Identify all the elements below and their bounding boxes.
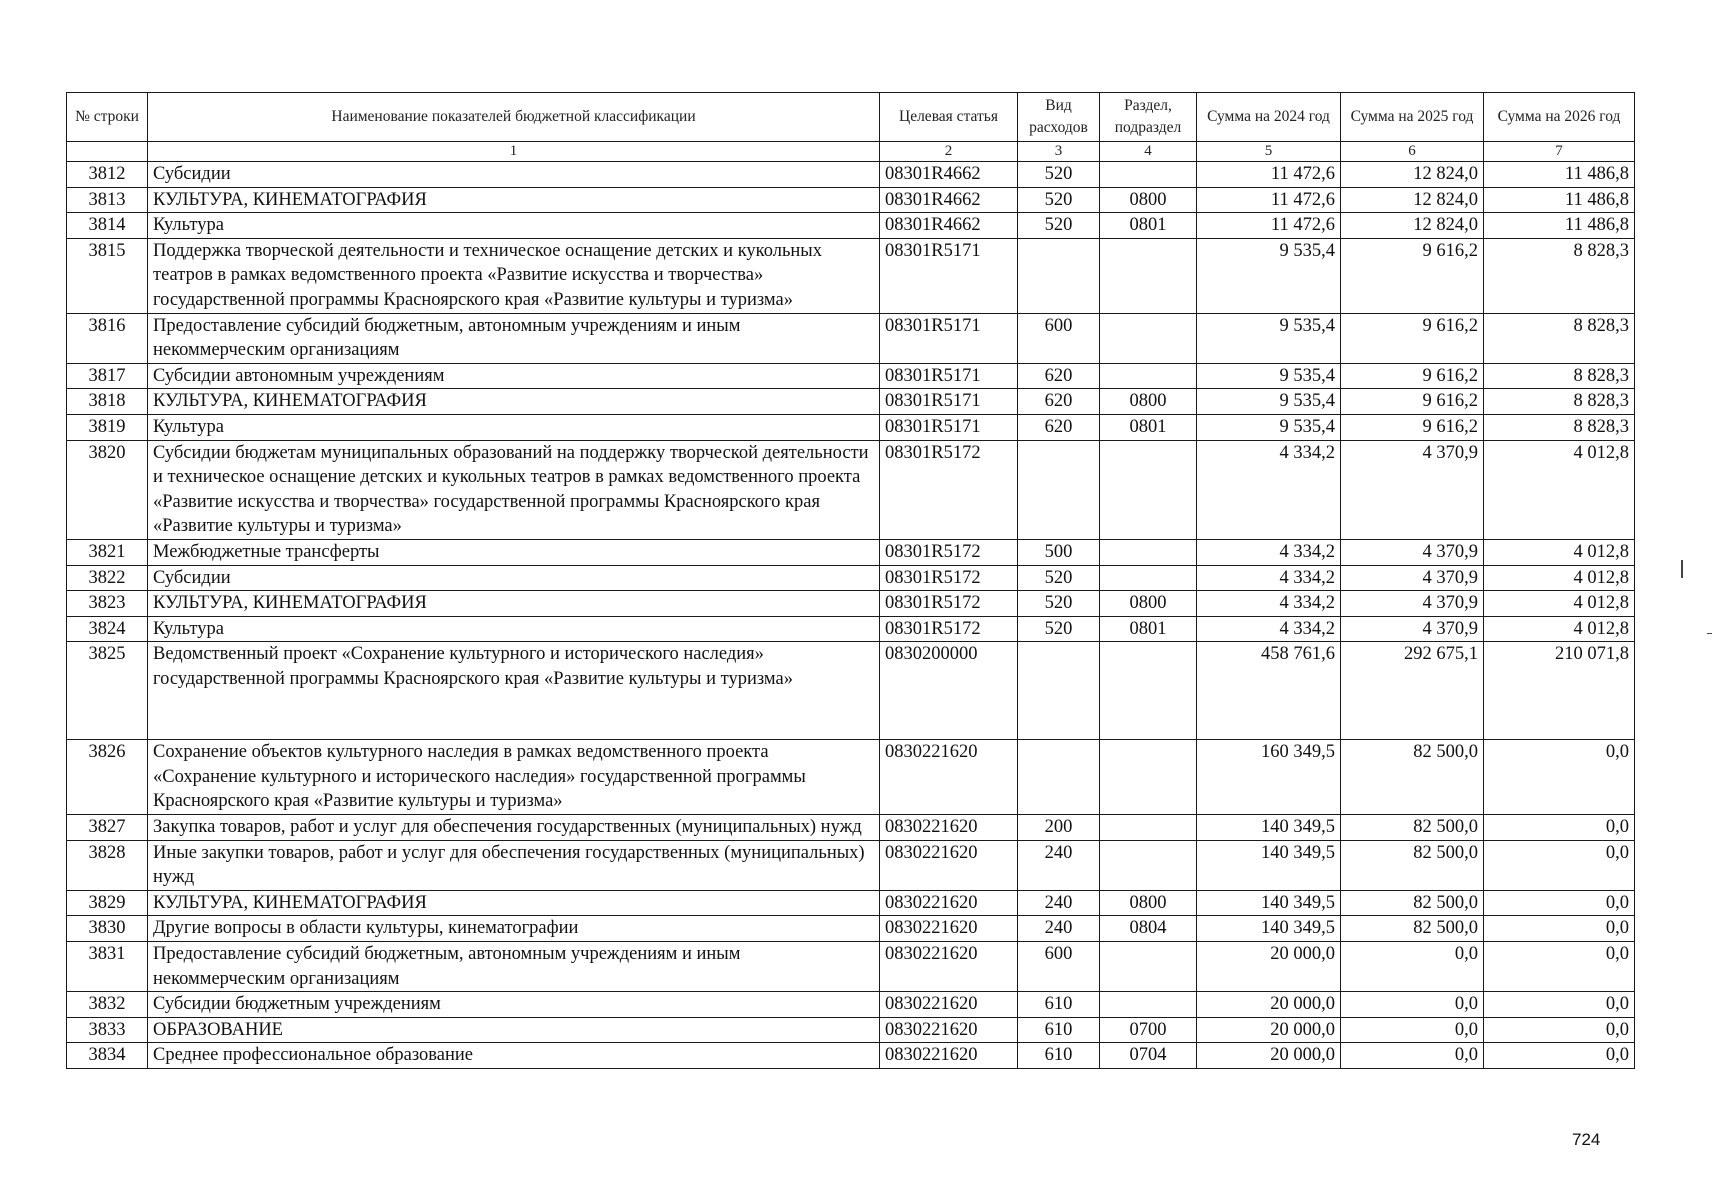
- sum-2025-cell: 82 500,0: [1341, 815, 1484, 841]
- indicator-name-cell: Поддержка творческой деятельности и техническое оснащение детских и кукольных театров в рамках ведомственного проекта «Развитие искусства и творчества» государственной программы Красноярского края «Развитие культуры и туризма»: [148, 238, 880, 313]
- expense-type-cell: 520: [1018, 565, 1100, 591]
- expense-type-cell: 600: [1018, 313, 1100, 363]
- section-cell: [1100, 539, 1197, 565]
- row-number-cell: 3829: [67, 890, 148, 916]
- sum-2025-cell: 0,0: [1341, 992, 1484, 1018]
- table-row: [67, 942, 1635, 992]
- row-number-cell: 3832: [67, 992, 148, 1018]
- sum-2026-cell: 0,0: [1484, 1043, 1635, 1069]
- section-cell: [1100, 238, 1197, 313]
- page-number: 724: [1572, 1130, 1601, 1149]
- section-cell: [1100, 363, 1197, 389]
- sum-2025-cell: 4 370,9: [1341, 591, 1484, 617]
- sum-2026-cell: 4 012,8: [1484, 565, 1635, 591]
- sum-2026-cell: 8 828,3: [1484, 363, 1635, 389]
- section-cell: [1100, 740, 1197, 815]
- sum-2024-cell: 4 334,2: [1197, 440, 1341, 539]
- sum-2025-cell: 82 500,0: [1341, 840, 1484, 890]
- target-article-cell: 08301R5171: [880, 238, 1018, 313]
- col-header-row-number: № строки: [67, 93, 148, 142]
- sum-2026-cell: 0,0: [1484, 992, 1635, 1018]
- expense-type-cell: 520: [1018, 591, 1100, 617]
- expense-type-cell: 200: [1018, 815, 1100, 841]
- expense-type-cell: 600: [1018, 942, 1100, 992]
- expense-type-cell: 620: [1018, 389, 1100, 415]
- sum-2024-cell: 140 349,5: [1197, 890, 1341, 916]
- indicator-name-cell: Предоставление субсидий бюджетным, автономным учреждениям и иным некоммерческим организациям: [148, 313, 880, 363]
- sum-2025-cell: 12 824,0: [1341, 213, 1484, 239]
- table-row: [67, 1017, 1635, 1043]
- section-cell: [1100, 565, 1197, 591]
- target-article-cell: 0830221620: [880, 942, 1018, 992]
- sum-2025-cell: 9 616,2: [1341, 313, 1484, 363]
- sum-2026-cell: 4 012,8: [1484, 539, 1635, 565]
- sum-2024-cell: 160 349,5: [1197, 740, 1341, 815]
- row-number-cell: 3822: [67, 565, 148, 591]
- indicator-name-cell: Субсидии автономным учреждениям: [148, 363, 880, 389]
- expense-type-cell: 240: [1018, 840, 1100, 890]
- table-row: [67, 616, 1635, 642]
- expense-type-cell: 240: [1018, 916, 1100, 942]
- expense-type-cell: 520: [1018, 616, 1100, 642]
- table-row: [67, 992, 1635, 1018]
- expense-type-cell: 610: [1018, 1017, 1100, 1043]
- sum-2024-cell: 4 334,2: [1197, 591, 1341, 617]
- table-row: [67, 313, 1635, 363]
- indicator-name-cell: Субсидии бюджетным учреждениям: [148, 992, 880, 1018]
- table-row: [67, 414, 1635, 440]
- row-number-cell: 3827: [67, 815, 148, 841]
- expense-type-cell: [1018, 642, 1100, 740]
- section-cell: [1100, 642, 1197, 740]
- sum-2024-cell: 9 535,4: [1197, 363, 1341, 389]
- row-number-cell: 3826: [67, 740, 148, 815]
- sum-2025-cell: 4 370,9: [1341, 440, 1484, 539]
- sum-2026-cell: 8 828,3: [1484, 414, 1635, 440]
- sum-2026-cell: 11 486,8: [1484, 162, 1635, 188]
- indicator-name-cell: Субсидии: [148, 565, 880, 591]
- target-article-cell: 0830200000: [880, 642, 1018, 740]
- row-number-cell: 3828: [67, 840, 148, 890]
- indicator-name-cell: Другие вопросы в области культуры, кинематографии: [148, 916, 880, 942]
- row-number-cell: 3819: [67, 414, 148, 440]
- expense-type-cell: [1018, 238, 1100, 313]
- indicator-name-cell: Культура: [148, 616, 880, 642]
- row-number-cell: 3820: [67, 440, 148, 539]
- expense-type-cell: 610: [1018, 1043, 1100, 1069]
- sum-2025-cell: 0,0: [1341, 942, 1484, 992]
- col-header-sum-2024: Сумма на 2024 год: [1197, 93, 1341, 142]
- sum-2024-cell: 11 472,6: [1197, 162, 1341, 188]
- row-number-cell: 3813: [67, 187, 148, 213]
- table-row: [67, 815, 1635, 841]
- sum-2026-cell: 210 071,8: [1484, 642, 1635, 740]
- sum-2024-cell: 9 535,4: [1197, 414, 1341, 440]
- table-row: [67, 740, 1635, 815]
- section-cell: [1100, 313, 1197, 363]
- sum-2026-cell: 11 486,8: [1484, 187, 1635, 213]
- sum-2025-cell: 292 675,1: [1341, 642, 1484, 740]
- section-cell: [1100, 440, 1197, 539]
- target-article-cell: 08301R5172: [880, 616, 1018, 642]
- sum-2025-cell: 82 500,0: [1341, 916, 1484, 942]
- scan-edge-mark: [1681, 560, 1683, 578]
- section-cell: [1100, 992, 1197, 1018]
- sum-2024-cell: 9 535,4: [1197, 313, 1341, 363]
- sum-2024-cell: 140 349,5: [1197, 840, 1341, 890]
- sum-2024-cell: 4 334,2: [1197, 616, 1341, 642]
- indicator-name-cell: КУЛЬТУРА, КИНЕМАТОГРАФИЯ: [148, 187, 880, 213]
- target-article-cell: 0830221620: [880, 890, 1018, 916]
- sum-2025-cell: 4 370,9: [1341, 565, 1484, 591]
- section-cell: [1100, 840, 1197, 890]
- sum-2026-cell: 0,0: [1484, 740, 1635, 815]
- budget-table: [66, 92, 1635, 1069]
- target-article-cell: 0830221620: [880, 840, 1018, 890]
- sum-2024-cell: 140 349,5: [1197, 916, 1341, 942]
- sum-2024-cell: 4 334,2: [1197, 565, 1341, 591]
- target-article-cell: 08301R4662: [880, 187, 1018, 213]
- sum-2025-cell: 82 500,0: [1341, 890, 1484, 916]
- sum-2024-cell: 20 000,0: [1197, 1043, 1341, 1069]
- sum-2025-cell: 12 824,0: [1341, 162, 1484, 188]
- section-cell: [1100, 815, 1197, 841]
- table-row: [67, 539, 1635, 565]
- sum-2024-cell: 140 349,5: [1197, 815, 1341, 841]
- target-article-cell: 08301R5172: [880, 539, 1018, 565]
- section-cell: [1100, 942, 1197, 992]
- sum-2024-cell: 20 000,0: [1197, 992, 1341, 1018]
- sum-2025-cell: 82 500,0: [1341, 740, 1484, 815]
- indicator-name-cell: Закупка товаров, работ и услуг для обеспечения государственных (муниципальных) нужд: [148, 815, 880, 841]
- sum-2026-cell: 4 012,8: [1484, 616, 1635, 642]
- sum-2025-cell: 9 616,2: [1341, 389, 1484, 415]
- sum-2024-cell: 11 472,6: [1197, 187, 1341, 213]
- target-article-cell: 0830221620: [880, 1043, 1018, 1069]
- indicator-name-cell: Субсидии бюджетам муниципальных образований на поддержку творческой деятельности и техническое оснащение детских и кукольных театров в рамках ведомственного проекта «Развитие искусства и творчества» государственной программы Красноярского края «Развитие культуры и туризма»: [148, 440, 880, 539]
- table-row: [67, 916, 1635, 942]
- target-article-cell: 0830221620: [880, 1017, 1018, 1043]
- table-row: [67, 187, 1635, 213]
- sum-2024-cell: 9 535,4: [1197, 389, 1341, 415]
- indicator-name-cell: КУЛЬТУРА, КИНЕМАТОГРАФИЯ: [148, 389, 880, 415]
- section-cell: 0800: [1100, 890, 1197, 916]
- col-header-expense-type: Вид расходов: [1018, 93, 1100, 142]
- sum-2024-cell: 20 000,0: [1197, 942, 1341, 992]
- indicator-name-cell: Ведомственный проект «Сохранение культурного и исторического наследия» государственной программы Красноярского края «Развитие культуры и туризма»: [148, 642, 880, 740]
- col-number-7: 7: [1484, 142, 1635, 162]
- target-article-cell: 08301R5171: [880, 414, 1018, 440]
- target-article-cell: 08301R5171: [880, 363, 1018, 389]
- sum-2026-cell: 0,0: [1484, 840, 1635, 890]
- section-cell: 0801: [1100, 213, 1197, 239]
- col-header-sum-2026: Сумма на 2026 год: [1484, 93, 1635, 142]
- section-cell: 0801: [1100, 616, 1197, 642]
- expense-type-cell: 500: [1018, 539, 1100, 565]
- col-number-1: 1: [148, 142, 880, 162]
- row-number-cell: 3824: [67, 616, 148, 642]
- row-number-cell: 3812: [67, 162, 148, 188]
- section-cell: 0700: [1100, 1017, 1197, 1043]
- col-number-3: 3: [1018, 142, 1100, 162]
- indicator-name-cell: Среднее профессиональное образование: [148, 1043, 880, 1069]
- target-article-cell: 08301R5172: [880, 440, 1018, 539]
- row-number-cell: 3834: [67, 1043, 148, 1069]
- sum-2026-cell: 8 828,3: [1484, 313, 1635, 363]
- table-row: [67, 840, 1635, 890]
- target-article-cell: 08301R5172: [880, 565, 1018, 591]
- row-number-cell: 3831: [67, 942, 148, 992]
- sum-2026-cell: 11 486,8: [1484, 213, 1635, 239]
- sum-2024-cell: 458 761,6: [1197, 642, 1341, 740]
- target-article-cell: 08301R5172: [880, 591, 1018, 617]
- column-number-row: [67, 142, 1635, 162]
- scan-edge-mark: [1707, 633, 1712, 634]
- sum-2025-cell: 0,0: [1341, 1043, 1484, 1069]
- sum-2026-cell: 8 828,3: [1484, 238, 1635, 313]
- col-number-6: 6: [1341, 142, 1484, 162]
- table-header: [67, 93, 1635, 162]
- sum-2025-cell: 4 370,9: [1341, 539, 1484, 565]
- expense-type-cell: 520: [1018, 162, 1100, 188]
- indicator-name-cell: Межбюджетные трансферты: [148, 539, 880, 565]
- target-article-cell: 0830221620: [880, 740, 1018, 815]
- col-header-sum-2025: Сумма на 2025 год: [1341, 93, 1484, 142]
- sum-2025-cell: 12 824,0: [1341, 187, 1484, 213]
- target-article-cell: 08301R5171: [880, 389, 1018, 415]
- section-cell: 0704: [1100, 1043, 1197, 1069]
- sum-2026-cell: 8 828,3: [1484, 389, 1635, 415]
- section-cell: [1100, 162, 1197, 188]
- sum-2026-cell: 0,0: [1484, 942, 1635, 992]
- sum-2026-cell: 4 012,8: [1484, 440, 1635, 539]
- table-row: [67, 213, 1635, 239]
- indicator-name-cell: Субсидии: [148, 162, 880, 188]
- target-article-cell: 0830221620: [880, 815, 1018, 841]
- sum-2026-cell: 4 012,8: [1484, 591, 1635, 617]
- row-number-cell: 3833: [67, 1017, 148, 1043]
- col-number-empty: [67, 142, 148, 162]
- row-number-cell: 3818: [67, 389, 148, 415]
- expense-type-cell: [1018, 440, 1100, 539]
- table-row: [67, 642, 1635, 740]
- target-article-cell: 08301R4662: [880, 213, 1018, 239]
- table-row: [67, 890, 1635, 916]
- sum-2024-cell: 4 334,2: [1197, 539, 1341, 565]
- table-row: [67, 363, 1635, 389]
- sum-2026-cell: 0,0: [1484, 916, 1635, 942]
- expense-type-cell: 620: [1018, 363, 1100, 389]
- row-number-cell: 3830: [67, 916, 148, 942]
- target-article-cell: 08301R5171: [880, 313, 1018, 363]
- target-article-cell: 0830221620: [880, 916, 1018, 942]
- row-number-cell: 3815: [67, 238, 148, 313]
- sum-2024-cell: 9 535,4: [1197, 238, 1341, 313]
- indicator-name-cell: Иные закупки товаров, работ и услуг для обеспечения государственных (муниципальных) нужд: [148, 840, 880, 890]
- row-number-cell: 3823: [67, 591, 148, 617]
- sum-2024-cell: 20 000,0: [1197, 1017, 1341, 1043]
- table-row: [67, 389, 1635, 415]
- indicator-name-cell: КУЛЬТУРА, КИНЕМАТОГРАФИЯ: [148, 890, 880, 916]
- row-number-cell: 3825: [67, 642, 148, 740]
- row-number-cell: 3821: [67, 539, 148, 565]
- indicator-name-cell: ОБРАЗОВАНИЕ: [148, 1017, 880, 1043]
- sum-2025-cell: 4 370,9: [1341, 616, 1484, 642]
- sum-2026-cell: 0,0: [1484, 890, 1635, 916]
- expense-type-cell: 520: [1018, 187, 1100, 213]
- sum-2025-cell: 0,0: [1341, 1017, 1484, 1043]
- expense-type-cell: 610: [1018, 992, 1100, 1018]
- sum-2025-cell: 9 616,2: [1341, 238, 1484, 313]
- target-article-cell: 08301R4662: [880, 162, 1018, 188]
- table-row: [67, 162, 1635, 188]
- table-row: [67, 238, 1635, 313]
- row-number-cell: 3817: [67, 363, 148, 389]
- section-cell: 0804: [1100, 916, 1197, 942]
- row-number-cell: 3816: [67, 313, 148, 363]
- sum-2026-cell: 0,0: [1484, 815, 1635, 841]
- sum-2025-cell: 9 616,2: [1341, 414, 1484, 440]
- indicator-name-cell: Культура: [148, 213, 880, 239]
- row-number-cell: 3814: [67, 213, 148, 239]
- col-header-target-article: Целевая статья: [880, 93, 1018, 142]
- col-number-2: 2: [880, 142, 1018, 162]
- table-row: [67, 1043, 1635, 1069]
- expense-type-cell: 520: [1018, 213, 1100, 239]
- sum-2024-cell: 11 472,6: [1197, 213, 1341, 239]
- expense-type-cell: 240: [1018, 890, 1100, 916]
- col-header-name: Наименование показателей бюджетной классификации: [148, 93, 880, 142]
- indicator-name-cell: КУЛЬТУРА, КИНЕМАТОГРАФИЯ: [148, 591, 880, 617]
- col-number-4: 4: [1100, 142, 1197, 162]
- section-cell: 0800: [1100, 187, 1197, 213]
- section-cell: 0801: [1100, 414, 1197, 440]
- table-row: [67, 440, 1635, 539]
- table-body: [67, 162, 1635, 1069]
- section-cell: 0800: [1100, 389, 1197, 415]
- expense-type-cell: 620: [1018, 414, 1100, 440]
- section-cell: 0800: [1100, 591, 1197, 617]
- table-row: [67, 591, 1635, 617]
- sum-2026-cell: 0,0: [1484, 1017, 1635, 1043]
- indicator-name-cell: Сохранение объектов культурного наследия в рамках ведомственного проекта «Сохранение культурного и исторического наследия» государственной программы Красноярского края «Развитие культуры и туризма»: [148, 740, 880, 815]
- col-header-section: Раздел, подраздел: [1100, 93, 1197, 142]
- indicator-name-cell: Предоставление субсидий бюджетным, автономным учреждениям и иным некоммерческим организациям: [148, 942, 880, 992]
- col-number-5: 5: [1197, 142, 1341, 162]
- sum-2025-cell: 9 616,2: [1341, 363, 1484, 389]
- expense-type-cell: [1018, 740, 1100, 815]
- target-article-cell: 0830221620: [880, 992, 1018, 1018]
- indicator-name-cell: Культура: [148, 414, 880, 440]
- table-row: [67, 565, 1635, 591]
